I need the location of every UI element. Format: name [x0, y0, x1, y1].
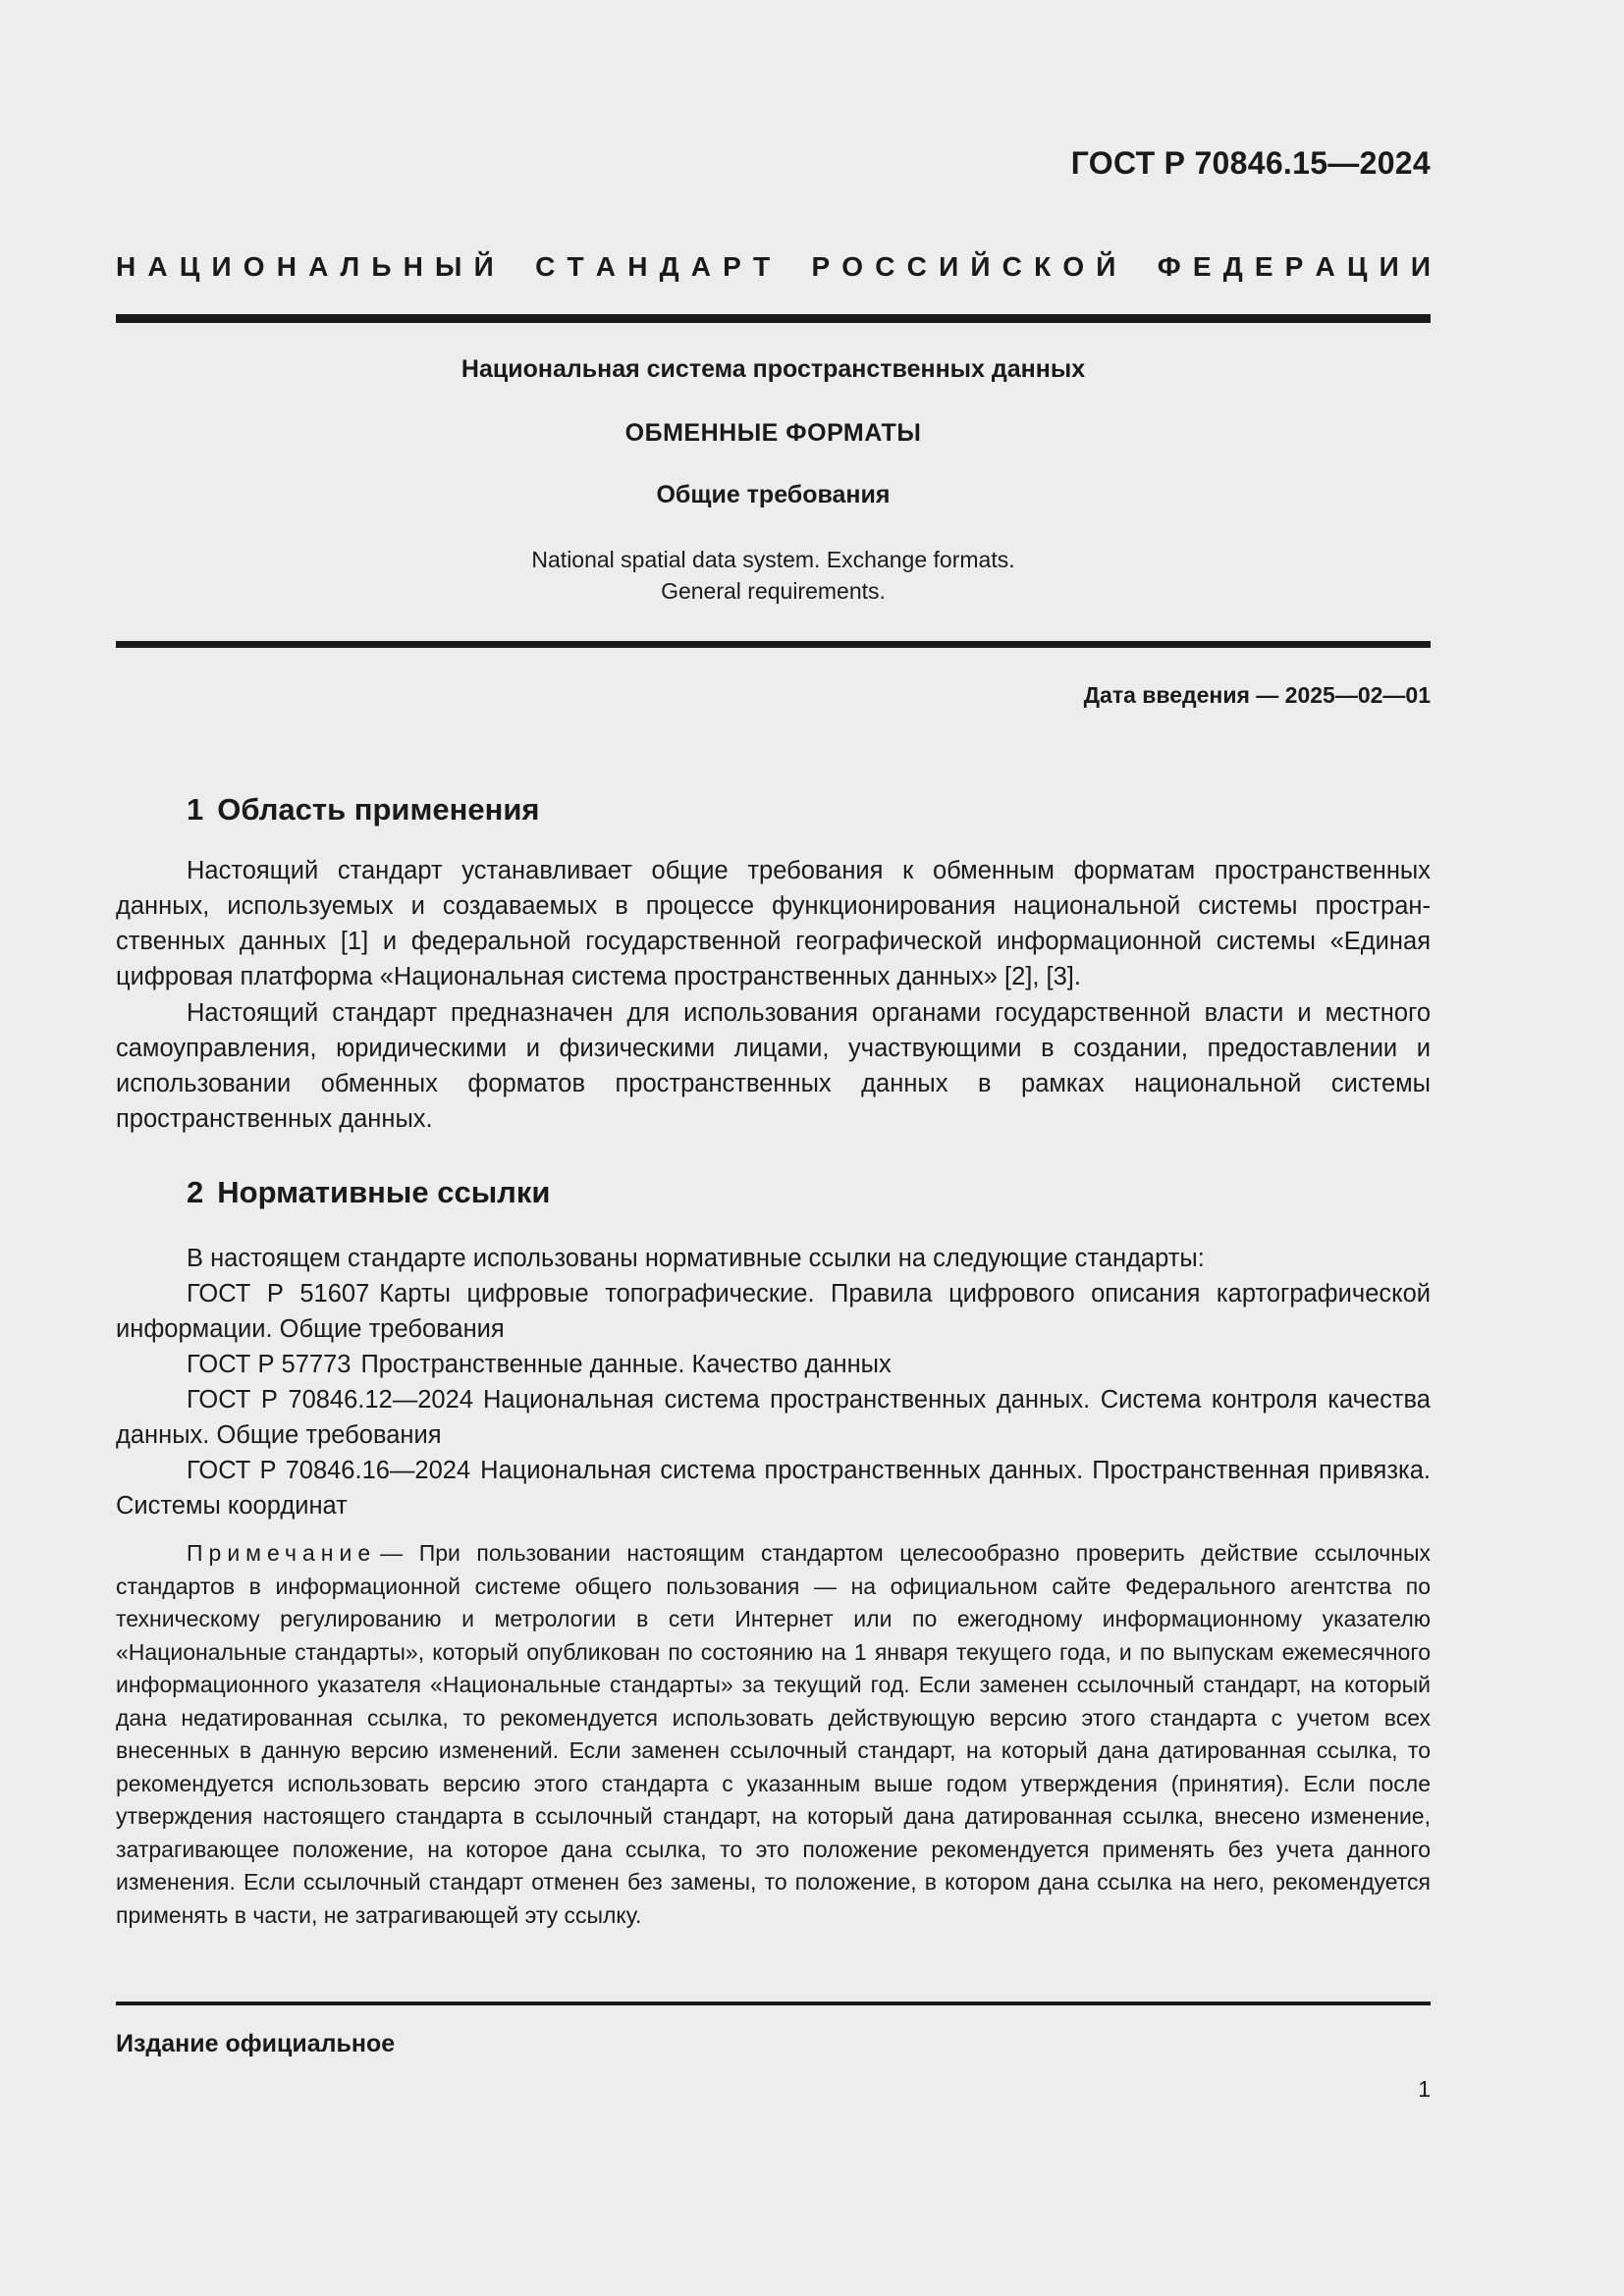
- bottom-divider: [116, 2002, 1431, 2005]
- section-2-title: Нормативные ссылки: [217, 1175, 551, 1209]
- section-2-intro: В настоящем стандарте использованы нормативные ссылки на следующие стандарты:: [187, 1245, 1205, 1272]
- sub-title: Общие требования: [656, 481, 891, 508]
- reference-item: [116, 1382, 1431, 1453]
- reference-code: ГОСТ Р 57773: [187, 1351, 352, 1378]
- main-title: ОБМЕННЫЕ ФОРМАТЫ: [624, 419, 922, 447]
- section-1-paragraph-2: Настоящий стандарт предназначен для использования органами государственной власти и местного самоуправления, юридическими и физическими лицами, участвующими в создании, предоставлении и использовании обменных форматов пространственных данных в рамках национальной системы пространственных данных.: [116, 999, 1431, 1133]
- section-1-number: 1: [187, 792, 204, 827]
- reference-item: [116, 1347, 1431, 1382]
- system-title: Национальная система пространственных данных: [460, 355, 1086, 383]
- reference-text: Пространственные данные. Качество данных: [360, 1351, 892, 1378]
- note-text: — При пользовании настоящим стандартом целесообразно проверить действие ссылочных стандартов в информационной системе общего пользования — на официальном сайте Федерального агентства по техническому регулированию и метрологии в сети Интернет или по ежегодному информационному указателю «Национальные стандарты», который опубликован по состоянию на 1 января текущего года, и по выпускам ежемесячного информационного указателя «Национальные стандарты» за текущий год. Если заменен ссылочный стандарт, на который дана недатированная ссылка, то рекомендуется использовать действующую версию этого стандарта с учетом всех внесенных в данную версию изменений. Если заменен ссылочный стандарт, на который дана датированная ссылка, то рекомендуется использовать версию этого стандарта с указанным выше годом утверждения (принятия). Если после утверждения настоящего стандарта в ссылочный стандарт, на который дана датированная ссылка, внесено изменение, затрагивающее положение, на которое дана ссылка, то это положение рекомендуется применять без учета данного изменения. Если ссылочный стандарт отменен без замены, то положение, в котором дана ссылка на него, рекомендуется применять в части, не затрагивающей эту ссылку.: [116, 1540, 1431, 1928]
- reference-item: [116, 1453, 1431, 1523]
- edition-label: Издание официальное: [116, 2030, 396, 2057]
- reference-code: ГОСТ Р 70846.16—2024: [187, 1457, 471, 1484]
- reference-text: Карты цифровые топографические. Правила цифрового описания картографической информации. Общие требования: [116, 1280, 1431, 1343]
- english-title-line-1: National spatial data system. Exchange formats.: [531, 547, 1015, 572]
- english-title: [116, 544, 1431, 607]
- reference-code: ГОСТ Р 70846.12—2024: [187, 1386, 473, 1414]
- top-divider: [116, 314, 1431, 323]
- section-2-number: 2: [187, 1175, 204, 1209]
- introduction-date: Дата введения — 2025—02—01: [1083, 682, 1431, 708]
- english-title-line-2: General requirements.: [661, 578, 886, 604]
- reference-text: Национальная система пространственных данных. Система контроля качества данных. Общие требования: [116, 1386, 1431, 1449]
- section-1-title: Область применения: [217, 792, 540, 827]
- middle-divider: [116, 641, 1431, 648]
- reference-item: [116, 1276, 1431, 1347]
- note: [116, 1537, 1431, 1932]
- national-standard-banner: Н А Ц И О Н А Л Ь Н Ы Й С Т А Н Д А Р Т Р О С С И Й С К О Й Ф Е Д Е Р А Ц И И: [116, 251, 1431, 282]
- reference-code: ГОСТ Р 51607: [187, 1280, 370, 1308]
- reference-text: Национальная система пространственных данных. Пространственная привязка. Системы координат: [116, 1457, 1431, 1520]
- section-1-heading: [187, 792, 540, 828]
- section-1-paragraph-1: Настоящий стандарт устанавливает общие требования к обменным форматам пространственных данных, используемых и создаваемых в процессе функционирования национальной системы пространственных данных [1] и федеральной государственной географической информационной системы «Единая цифровая платформа «Национальная система пространственных данных» [2], [3].: [116, 857, 1431, 990]
- section-2-heading: [187, 1175, 550, 1210]
- gost-code: ГОСТ Р 70846.15—2024: [1070, 145, 1431, 181]
- page-number: 1: [1418, 2076, 1431, 2102]
- note-label: Примечание: [187, 1540, 377, 1566]
